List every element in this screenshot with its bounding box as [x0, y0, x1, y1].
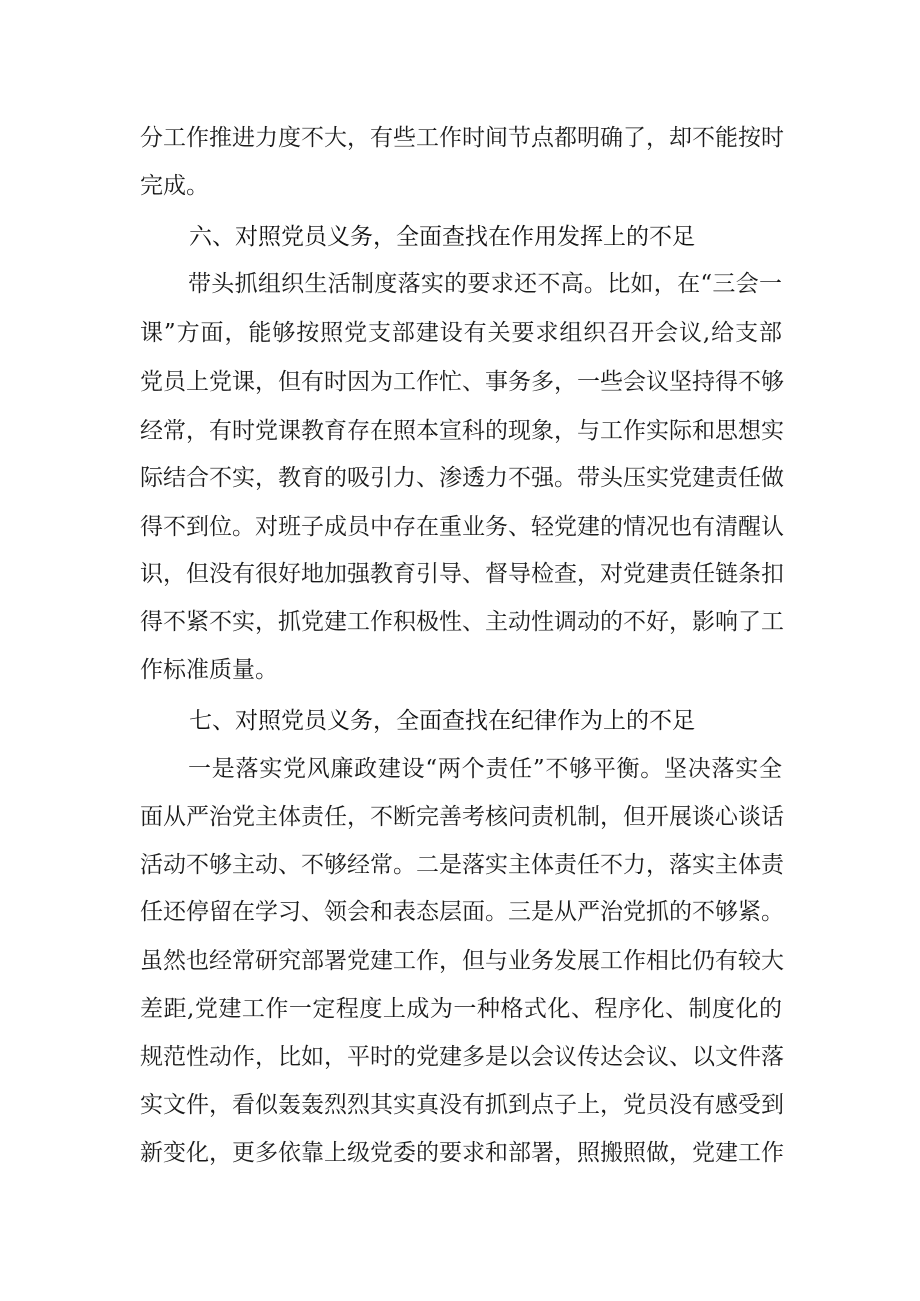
paragraph-line: 任还停留在学习、领会和表态层面。三是从严治党抓的不够紧。 — [140, 899, 784, 925]
section-heading: 七、对照党员义务，全面查找在纪律作为上的不足 — [189, 708, 695, 734]
paragraph-line: 规范性动作，比如，平时的党建多是以会议传达会议、以文件落 — [140, 1044, 784, 1070]
section-heading: 六、对照党员义务，全面查找在作用发挥上的不足 — [189, 224, 695, 250]
paragraph-line: 完成。 — [140, 173, 209, 199]
paragraph-line: 党员上党课，但有时因为工作忙、事务多，一些会议坚持得不够 — [140, 369, 784, 395]
paragraph-line: 新变化，更多依靠上级党委的要求和部署，照搬照做，党建工作 — [140, 1140, 784, 1166]
paragraph-line: 课”方面，能够按照党支部建设有关要求组织召开会议,给支部 — [140, 320, 782, 346]
paragraph-line: 得不紧不实，抓党建工作积极性、主动性调动的不好，影响了工 — [140, 609, 784, 635]
paragraph-line: 识，但没有很好地加强教育引导、督导检查，对党建责任链条扣 — [140, 561, 784, 587]
paragraph-line: 虽然也经常研究部署党建工作，但与业务发展工作相比仍有较大 — [140, 948, 784, 974]
paragraph-line: 分工作推进力度不大，有些工作时间节点都明确了，却不能按时 — [140, 125, 784, 151]
paragraph-line: 差距,党建工作一定程度上成为一种格式化、程序化、制度化的 — [140, 996, 782, 1022]
paragraph-line: 经常，有时党课教育存在照本宣科的现象，与工作实际和思想实 — [140, 418, 784, 444]
paragraph-line: 得不到位。对班子成员中存在重业务、轻党建的情况也有清醒认 — [140, 514, 784, 540]
paragraph-line: 面从严治党主体责任，不断完善考核问责机制，但开展谈心谈话 — [140, 804, 784, 830]
paragraph-line: 一是落实党风廉政建设“两个责任”不够平衡。坚决落实全 — [188, 756, 782, 782]
paragraph-line: 实文件，看似轰轰烈烈其实真没有抓到点子上，党员没有感受到 — [140, 1092, 784, 1118]
paragraph-line: 带头抓组织生活制度落实的要求还不高。比如，在“三会一 — [188, 271, 782, 297]
paragraph-line: 际结合不实，教育的吸引力、渗透力不强。带头压实党建责任做 — [140, 465, 784, 491]
paragraph-line: 作标准质量。 — [140, 657, 278, 683]
paragraph-line: 活动不够主动、不够经常。二是落实主体责任不力，落实主体责 — [140, 852, 784, 878]
